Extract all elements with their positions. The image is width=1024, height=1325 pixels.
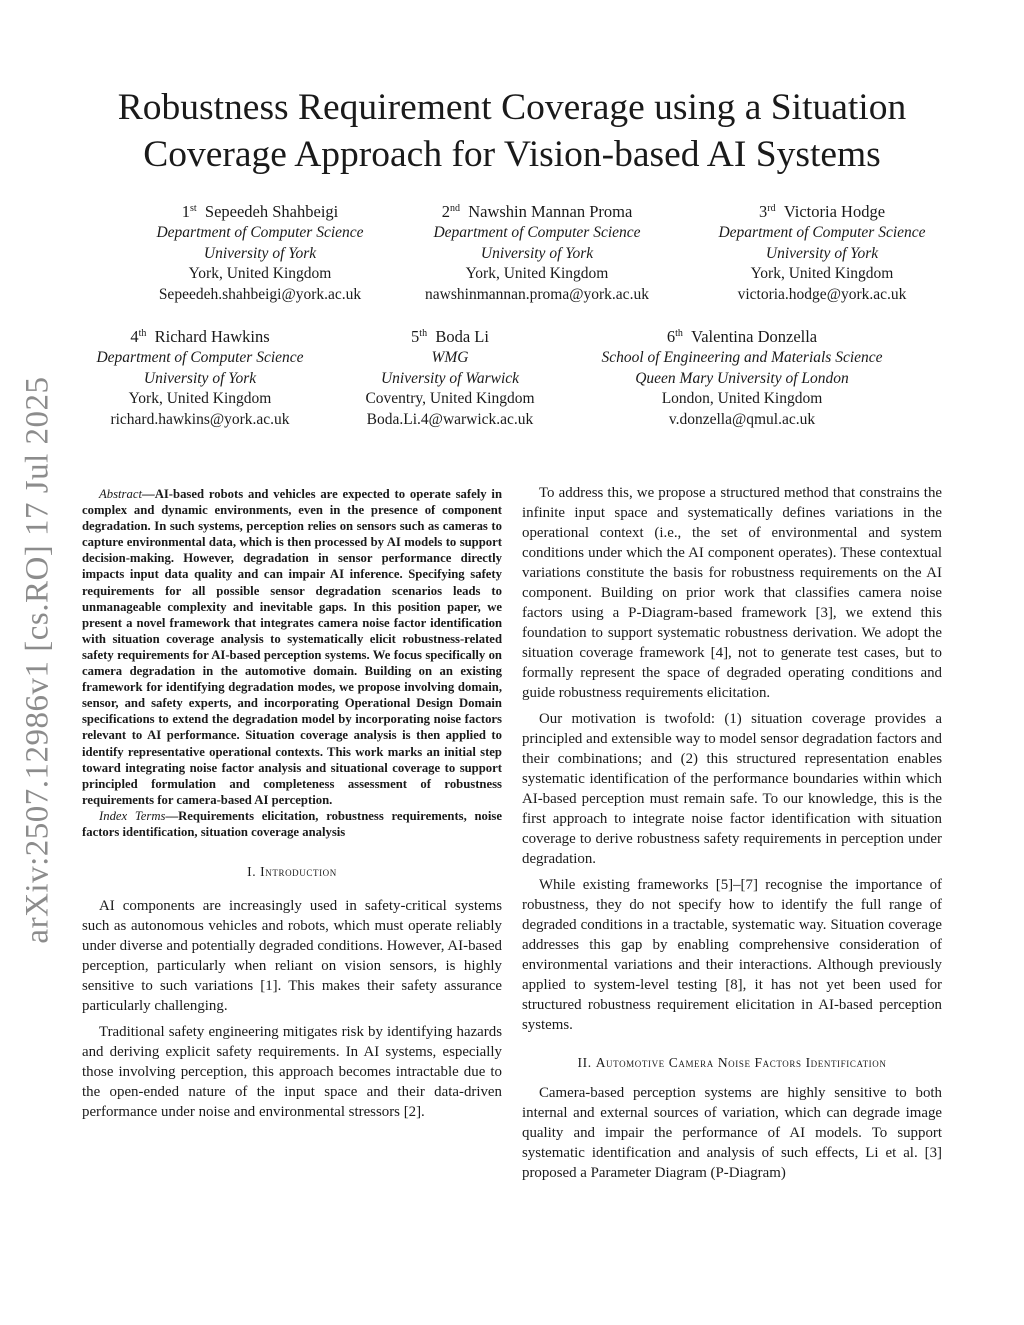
author-ordinal: 4 [130, 327, 139, 346]
author-email: nawshinmannan.proma@york.ac.uk [425, 285, 649, 303]
author-ordinal: 1 [181, 202, 190, 221]
author-ordinal: 3 [758, 202, 768, 221]
index-terms-text: —Requirements elicitation, robustness requirements, noise factors identification, situation coverage analysis [82, 808, 502, 839]
author-block-2 [387, 201, 687, 305]
author-ordinal-suffix: st [189, 203, 197, 214]
author-university: University of York [203, 244, 317, 262]
section-title: Automotive Camera Noise Factors Identification [595, 1055, 887, 1070]
author-department: WMG [431, 349, 469, 366]
author-name-text: Valentina Donzella [691, 327, 818, 346]
author-email: richard.hawkins@york.ac.uk [110, 410, 290, 428]
author-university: University of York [143, 369, 257, 387]
author-name-text: Boda Li [435, 327, 489, 346]
author-name [562, 326, 922, 348]
author-location: Coventry, United Kingdom [365, 390, 535, 407]
section-number: I. [247, 864, 261, 880]
author-university: University of York [480, 244, 594, 262]
author-ordinal-suffix: rd [767, 203, 776, 214]
paragraph: Traditional safety engineering mitigates risk by identifying hazards and deriving explicit safety requirements. In AI systems, especially those involving perception, this approach becomes intractable due to the open-ended nature of the input space and their data-driven performance under noise and environmental stressors [2]. [82, 1024, 502, 1121]
author-department: Department of Computer Science [718, 224, 926, 241]
author-location: York, United Kingdom [750, 265, 894, 282]
right-column [522, 483, 942, 1183]
author-location: London, United Kingdom [661, 390, 823, 407]
author-ordinal-suffix: th [675, 328, 683, 339]
section-heading-introduction [82, 862, 502, 882]
author-block-6 [562, 326, 922, 430]
section-title: Introduction [260, 864, 337, 880]
author-ordinal: 5 [411, 327, 420, 346]
left-column [82, 486, 502, 1122]
paragraph: AI components are increasingly used in safety-critical systems such as autonomous vehicles and robots, which must operate reliably under diverse and potentially degraded conditions. However, AI-based perception, particularly when reliant on vision sensors, is highly sensitive to such variations [1]. This makes their safety assurance particularly challenging. [82, 898, 502, 1015]
paragraph: Camera-based perception systems are highly sensitive to both internal and external sources of variation, which can degrade image quality and impair the performance of AI models. To support systematic identification and analysis of such effects, Li et al. [3] proposed a Parameter Diagram (P-Diagram) [522, 1085, 942, 1181]
author-block-5 [300, 326, 600, 430]
author-location: York, United Kingdom [465, 265, 609, 282]
author-name-text: Sepeedeh Shahbeigi [204, 202, 339, 221]
author-name [300, 326, 600, 348]
arxiv-identifier: arXiv:2507.12986v1 [cs.RO] 17 Jul 2025 [19, 376, 56, 944]
author-ordinal-suffix: th [419, 328, 428, 339]
author-department: School of Engineering and Materials Science [601, 349, 883, 366]
author-university: University of York [765, 244, 879, 262]
paragraph: While existing frameworks [5]–[7] recognise the importance of robustness, they do not specify how to identify the full range of degraded conditions in a tractable, systematic way. Situation coverage addresses this gap by enabling comprehensive consideration of environmental variations and their interactions. Although previously applied to system-level testing [8], it has not yet been used for structured robustness requirement elicitation in AI-based perception systems. [522, 877, 942, 1033]
author-name-text: Nawshin Mannan Proma [468, 202, 633, 221]
author-ordinal: 2 [441, 202, 450, 221]
paragraph: To address this, we propose a structured method that constrains the infinite input space and systematically defines variations in the operational context (i.e., the set of environmental and system conditions under which the AI component operates). These contextual variations constitute the basis for robustness requirements on the AI component. Building on prior work that classifies camera noise factors using a P-Diagram-based framework [3], we extend this foundation to support systematic robustness derivation. We adopt the situation coverage framework [4], not to generate test cases, but to formally represent the space of degraded operating conditions and guide robustness requirements elicitation. [522, 485, 942, 701]
author-location: York, United Kingdom [128, 390, 272, 407]
abstract [82, 486, 502, 808]
section-number: II. [577, 1055, 596, 1070]
author-ordinal: 6 [666, 327, 676, 346]
section-heading-noise-factors [542, 1053, 922, 1073]
author-name-text: Victoria Hodge [783, 202, 886, 221]
paper-title: Robustness Requirement Coverage using a Situation Coverage Approach for Vision-based AI Systems [117, 87, 907, 175]
author-email: Boda.Li.4@warwick.ac.uk [366, 410, 534, 428]
index-terms-label: Index Terms [99, 808, 166, 823]
author-university: Queen Mary University of London [635, 369, 849, 387]
author-name [672, 201, 972, 223]
author-email: victoria.hodge@york.ac.uk [737, 285, 907, 303]
author-block-1 [110, 201, 410, 305]
author-department: Department of Computer Science [96, 349, 304, 366]
abstract-text: —AI-based robots and vehicles are expected to operate safely in complex and dynamic environments, even in the presence of component degradation. In such systems, perception relies on sensors such as cameras to capture environmental data, which is then processed by AI models to support decision-making. However, degradation in sensor performance directly impacts input data quality and can impair AI inference. Specifying safety requirements for all possible sensor degradation scenarios leads to unmanageable complexity and inevitable gaps. In this position paper, we present a novel framework that integrates camera noise factor identification with situation coverage analysis to systematically elicit robustness-related safety requirements for AI-based perception systems. We focus specifically on camera degradation in the automotive domain. Building on an existing framework for identifying degradation modes, we propose involving domain, sensor, and safety experts, and incorporating Operational Design Domain specifications to extend the degradation model by incorporating noise factors relevant to AI performance. Situation coverage analysis is then applied to identify representative operational contexts. This work marks an initial step toward integrating noise factor analysis and situational coverage to support principled formulation and completeness assessment of robustness requirements for camera-based AI perception. [82, 487, 502, 807]
author-ordinal-suffix: nd [449, 203, 460, 214]
author-department: Department of Computer Science [433, 224, 641, 241]
author-university: University of Warwick [380, 369, 520, 387]
author-email: v.donzella@qmul.ac.uk [668, 410, 816, 428]
author-department: Department of Computer Science [156, 224, 364, 241]
author-ordinal-suffix: th [138, 328, 147, 339]
paragraph: Our motivation is twofold: (1) situation coverage provides a principled and extensible way to model sensor degradation factors and their combinations; and (2) this structured representation enables systematic identification of the performance boundaries within which AI-based perception must remain safe. To our knowledge, this is the first approach to integrate noise factor identification with situation coverage to derive robustness safety requirements in perception under degradation. [522, 711, 942, 867]
author-name [110, 201, 410, 223]
author-name [387, 201, 687, 223]
author-email: Sepeedeh.shahbeigi@york.ac.uk [158, 285, 362, 303]
author-block-3 [672, 201, 972, 305]
author-name-text: Richard Hawkins [154, 327, 270, 346]
author-location: York, United Kingdom [188, 265, 332, 282]
index-terms [82, 808, 502, 840]
abstract-label: Abstract [99, 487, 142, 501]
